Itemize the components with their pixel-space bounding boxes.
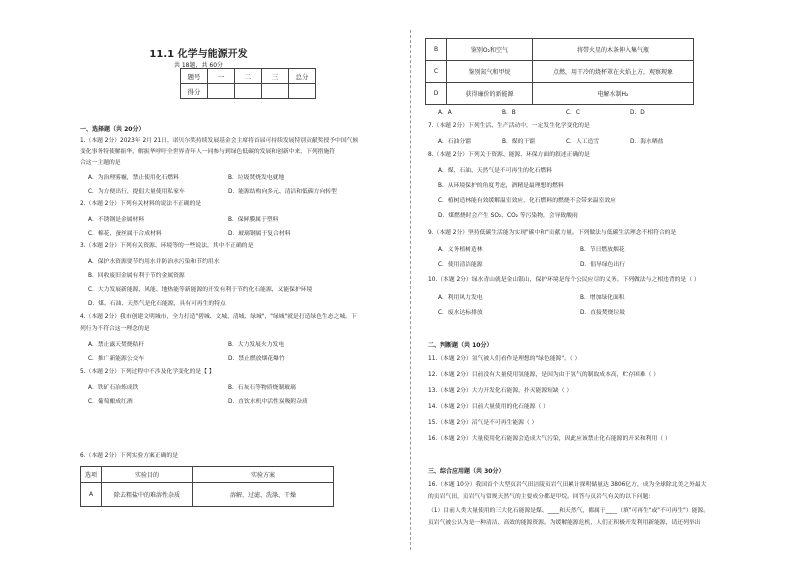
section-title: 一、选择题（共 20分） — [80, 126, 145, 133]
option-a[interactable]: A．禁止露天焚烧秸秆 — [88, 342, 145, 348]
judgement-item[interactable]: 14.（本题 2分）目前大量使用的化石能源（ ） — [428, 404, 549, 410]
option-b[interactable]: B．从环境保护的角度考虑，酒精是最理想的燃料 — [438, 183, 564, 189]
table-cell: B — [426, 39, 447, 61]
question-text: 页岩气被公认为是一种清洁、高效的能源资源。为缓解能源危机，人们正积极开发利用新能源，请还列举出 — [428, 520, 701, 526]
question-text: 1.（本题 2分）2023年 2月 21日，诺贝尔奖持续发展基金会主席将首届可持续发展特别贡献奖授予中国气候 — [80, 138, 359, 144]
question-text: 8.（本题 2分）下列关于资源、能源、环保方面的叙述正确的是 — [428, 152, 590, 158]
option-b[interactable]: B．增加绿化面积 — [580, 295, 625, 301]
option-b[interactable]: B．节日燃放烟花 — [580, 247, 625, 253]
option-c[interactable]: C．棉花、蚕丝属于合成材料 — [88, 231, 162, 237]
table-cell: C — [426, 61, 447, 83]
option-d[interactable]: D．直接焚烧垃圾 — [580, 310, 626, 316]
option-a[interactable]: A．A — [438, 110, 452, 116]
option-c[interactable]: C．葡萄酿成红酒 — [88, 399, 133, 405]
question-text: 变化事务特使解振华，解振华呼吁全世界青年人一同参与到绿色低碳的发展和创新中来，下列措施符 — [80, 149, 336, 155]
judgement-item[interactable]: 12.（本题 2分）目前没有大量使用氢能源，是因为由于氢气的制取成本高，贮存困难（ ） — [428, 372, 660, 378]
option-a[interactable]: A．为治理雾霾，禁止使用化石燃料 — [88, 175, 179, 181]
question-text: 6.（本题 2分）下列实验方案正确的是 — [80, 453, 179, 459]
table-header: 选项 — [81, 467, 102, 483]
option-c[interactable]: C．推广新能源公交车 — [88, 356, 145, 362]
table-cell: 点燃，用干冷的烧杯罩在火焰上方，观察现象 — [533, 61, 694, 83]
question-text: 7.（本题 2分）下列生活、生产活动中，一定发生化学变化的是 — [428, 123, 590, 129]
section-title: 三、综合应用题（共 30分） — [428, 468, 505, 475]
option-c[interactable]: C．大力发展新能源，风能、地热能等新能源的开发有利于节约化石能源，又能保护环境 — [88, 287, 313, 293]
table-header: 实验方案 — [193, 467, 334, 483]
option-c[interactable]: C．使用清洁能源 — [438, 262, 483, 268]
question-text: （1）目前人类大量使用的三大化石能源是煤、____和天然气，都属于____（填"可再生"或"不可再生"）能源。 — [428, 508, 710, 514]
option-b[interactable]: B．B — [502, 110, 516, 116]
score-table — [180, 68, 316, 99]
option-a[interactable]: A．石油分馏 — [438, 139, 471, 145]
score-header: 题号 — [181, 69, 208, 84]
option-a[interactable]: A．铁矿石冶炼成铁 — [88, 385, 139, 391]
option-c[interactable]: C．人工造雪 — [566, 139, 600, 145]
option-d[interactable]: D．煤、石油、天然气是化石能源，具有可再生的特点 — [88, 301, 226, 307]
option-b[interactable]: B．石灰石等物质烧制玻璃 — [228, 385, 296, 391]
option-d[interactable]: D．玻璃钢属于复合材料 — [228, 231, 291, 237]
table-cell: 将带火星的木条伸入集气瓶 — [533, 39, 694, 61]
option-c[interactable]: C．废水达标排放 — [438, 310, 483, 316]
option-d[interactable]: D．煤燃烧时会产生 SO₂、CO₂ 等污染物，会导致酸雨 — [438, 213, 578, 219]
option-d[interactable]: D．D — [630, 110, 645, 116]
experiment-table — [80, 466, 334, 507]
question-text: 9.（本题 2分）坚持低碳生活能为实现"碳中和"贡献力量。下列做法与低碳生活理念不相符合的是 — [428, 230, 677, 236]
question-text: 列行为不符合这一理念的是 — [80, 326, 150, 332]
option-b[interactable]: B．大力发展火力发电 — [228, 342, 285, 348]
option-d[interactable]: D．海水晒盐 — [630, 139, 664, 145]
option-a[interactable]: A．不锈钢是金属材料 — [88, 217, 145, 223]
judgement-item[interactable]: 15.（本题 2分）沼气是不可再生能源（ ） — [428, 420, 538, 426]
table-cell: 除去粗盐中的难溶性杂质 — [102, 483, 193, 507]
question-text: 2.（本题 2分）下列有关材料的说法不正确的是 — [80, 201, 202, 207]
question-text: 3.（本题 2分）下列有关资源、环境等的一些说法，其中不正确的是 — [80, 243, 254, 249]
table-cell: 溶解、过滤、洗涤、干燥 — [193, 483, 334, 507]
option-b[interactable]: B．煤的干馏 — [502, 139, 535, 145]
question-text: 16.（本题 10分）我国首个大型页岩气田涪陵页岩气田累计探明储量达 3806亿方，成为全球除北美之外最大 — [428, 482, 707, 488]
option-c[interactable]: C．植树造林能有效缓解温室效应，化石燃料的燃烧不会带来温室效应 — [438, 198, 616, 204]
score-cell[interactable] — [262, 84, 289, 99]
option-c[interactable]: C．为方便出行，提倡大量使用私家车 — [88, 189, 185, 195]
table-cell: 鉴别O₂和空气 — [447, 39, 533, 61]
score-cell[interactable] — [289, 84, 316, 99]
page-subtitle: 共 18题，共 60分 — [173, 62, 224, 69]
table-cell: 获得廉价的新能源 — [447, 83, 533, 105]
option-b[interactable]: B．回收废旧金属有利于节约金属资源 — [88, 273, 185, 279]
score-header: 三 — [262, 69, 289, 84]
table-cell: D — [426, 83, 447, 105]
option-a[interactable]: A．保护水资源要节约用水并防治水污染和节约用水 — [88, 259, 220, 265]
section-title: 二、判断题（共 10分） — [428, 342, 493, 349]
option-a[interactable]: A．义务植树造林 — [438, 247, 483, 253]
option-d[interactable]: D．能源结构向多元、清洁和低碳方向转型 — [228, 189, 337, 195]
table-cell: A — [81, 483, 102, 507]
option-c[interactable]: C．C — [566, 110, 580, 116]
table-cell: 电解水制H₂ — [533, 83, 694, 105]
score-cell[interactable] — [235, 84, 262, 99]
table-cell: 鉴别氮气和甲烷 — [447, 61, 533, 83]
page-title: 11.1 化学与能源开发 — [149, 49, 248, 60]
judgement-item[interactable]: 11.（本题 2分）氢气被人们看作是理想的"绿色能源"。（ ） — [428, 356, 581, 362]
score-row-label: 得分 — [181, 84, 208, 99]
question-text: 的页岩气田，页岩气与常规天然气的主要成分都是甲烷。回答与页岩气有关的以下问题： — [428, 494, 655, 500]
question-text: 10.（本题 2分）绿水青山就是金山银山，保护环境是每个公民应尽的义务。下列做法与之相违背的是（ ） — [428, 277, 700, 283]
question-text: 合这一主题的是 — [80, 160, 121, 166]
option-d[interactable]: D．倡导绿色出行 — [580, 262, 626, 268]
judgement-item[interactable]: 13.（本题 2分）大力开发化石能源，扑灭能源短缺（ ） — [428, 388, 573, 394]
option-d[interactable]: D．禁止燃放烟花爆竹 — [228, 356, 285, 362]
option-d[interactable]: D．直饮水机中活性炭吸附杂质 — [228, 399, 308, 405]
judgement-item[interactable]: 16.（本题 2分）大量使用化石能源会造成大气污染，因此应该禁止化石能源的开采和利用（ ） — [428, 436, 671, 442]
score-cell[interactable] — [208, 84, 235, 99]
score-header: 二 — [235, 69, 262, 84]
score-header: 总分 — [289, 69, 316, 84]
score-header: 一 — [208, 69, 235, 84]
question-text: 5.（本题 2分）下列过程中不涉及化学变化的是【 】 — [80, 369, 215, 375]
option-a[interactable]: A．煤、石油、天然气是不可再生的化石燃料 — [438, 168, 553, 174]
page-divider — [410, 30, 411, 550]
option-b[interactable]: B．保鲜膜属于塑料 — [228, 217, 279, 223]
table-header: 实验目的 — [102, 467, 193, 483]
question-text: 4.（本题 2分）我市创建文明城市，全力打造"碧城、文城、清城、绿城"，"绿城"就是打造绿色生态之城。下 — [80, 314, 357, 320]
option-a[interactable]: A．利用风力发电 — [438, 295, 483, 301]
experiment-table-continued — [425, 38, 694, 105]
option-b[interactable]: B．垃圾焚烧发电就地 — [228, 175, 285, 181]
